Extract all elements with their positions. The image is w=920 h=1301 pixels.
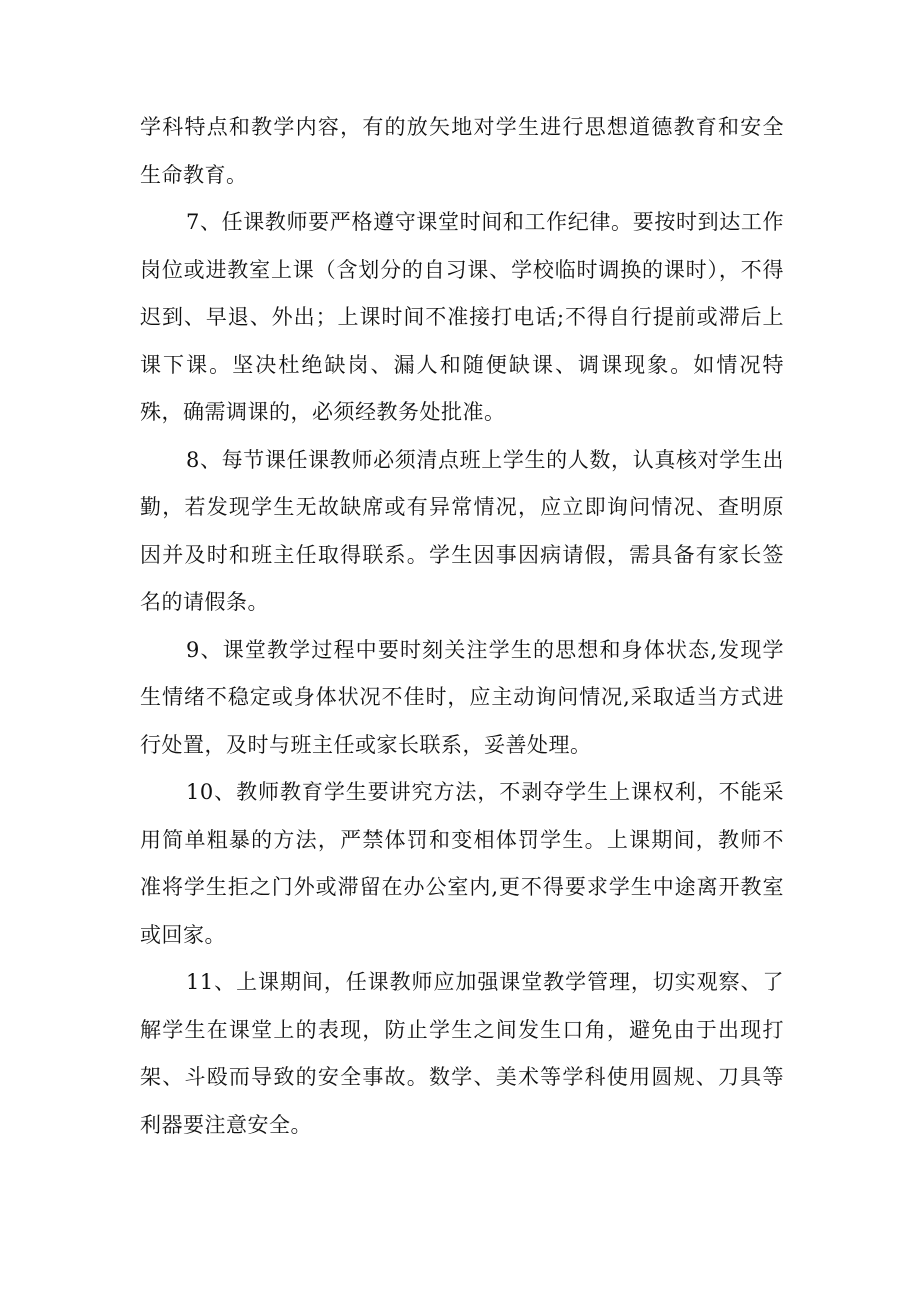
paragraph-continuation: 学科特点和教学内容，有的放矢地对学生进行思想道德教育和安全生命教育。: [140, 115, 784, 187]
paragraph-item-9: 9、课堂教学过程中要时刻关注学生的思想和身体状态,发现学生情绪不稳定或身体状况不佳时，应主动询问情况,采取适当方式进行处置，及时与班主任或家长联系，妥善处理。: [140, 637, 784, 757]
paragraph-item-8: 8、每节课任课教师必须清点班上学生的人数，认真核对学生出勤，若发现学生无故缺席或有异常情况，应立即询问情况、查明原因并及时和班主任取得联系。学生因事因病请假，需具备有家长签名的请假条。: [140, 447, 784, 614]
paragraph-item-7: 7、任课教师要严格遵守课堂时间和工作纪律。要按时到达工作岗位或进教室上课（含划分的自习课、学校临时调换的课时），不得迟到、早退、外出；上课时间不准接打电话;不得自行提前或滞后上课下课。坚决杜绝缺岗、漏人和随便缺课、调课现象。如情况特殊，确需调课的，必须经教务处批准。: [140, 210, 784, 424]
paragraph-item-10: 10、教师教育学生要讲究方法，不剥夺学生上课权利，不能采用简单粗暴的方法，严禁体罚和变相体罚学生。上课期间，教师不准将学生拒之门外或滞留在办公室内,更不得要求学生中途离开教室或回家。: [140, 780, 784, 947]
paragraph-item-11: 11、上课期间，任课教师应加强课堂教学管理，切实观察、了解学生在课堂上的表现，防止学生之间发生口角，避免由于出现打架、斗殴而导致的安全事故。数学、美术等学科使用圆规、刀具等利器要注意安全。: [140, 970, 784, 1137]
document-body: [140, 104, 784, 1149]
